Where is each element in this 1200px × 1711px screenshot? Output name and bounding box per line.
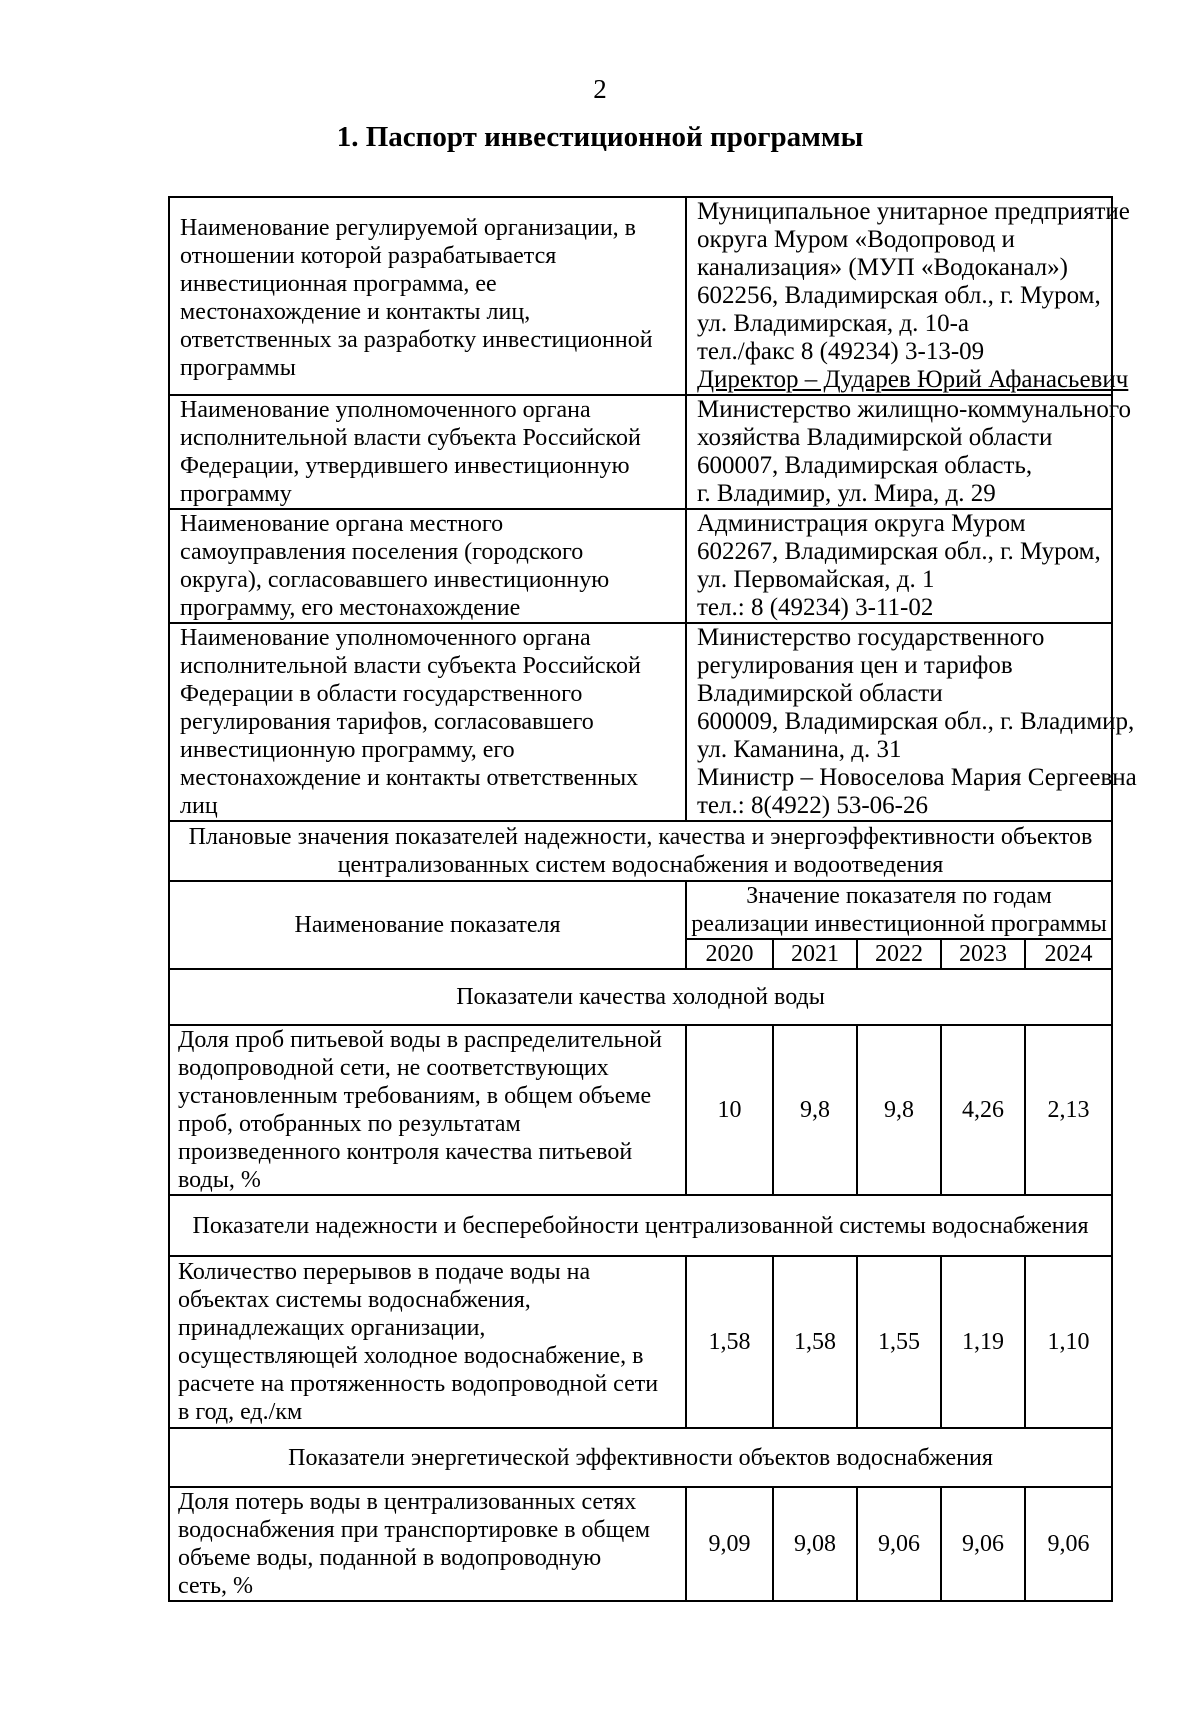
indicator-line: сеть, % <box>178 1573 254 1599</box>
indicator-value-cell: 1,19 <box>941 1256 1025 1428</box>
passport-value-line: Министерство жилищно-коммунального <box>697 396 1131 423</box>
passport-label-line: местонахождение и контакты лиц, <box>180 299 531 325</box>
passport-value-cell <box>686 623 1137 821</box>
plan-header-line: Плановые значения показателей надежности, качества и энергоэффективности объектов <box>188 824 1093 850</box>
passport-label-line: инвестиционную программу, его <box>180 737 515 763</box>
indicator-row <box>169 1025 1112 1195</box>
passport-row-tariff-authority <box>169 623 1112 821</box>
passport-value-line: Директор – Дударев Юрий Афанасьевич <box>697 366 1129 393</box>
passport-label-line: местонахождение и контакты ответственных <box>180 765 639 791</box>
passport-value-line: г. Владимир, ул. Мира, д. 29 <box>697 480 996 507</box>
page-number: 2 <box>593 74 607 104</box>
passport-label-line: ответственных за разработку инвестиционной <box>180 327 653 353</box>
year-cell: 2020 <box>686 939 773 969</box>
plan-header-row <box>169 821 1112 881</box>
passport-label-line: инвестиционная программа, ее <box>180 271 497 297</box>
section-title-row <box>169 969 1112 1025</box>
plan-header-cell <box>169 821 1112 881</box>
indicator-value-cell: 9,06 <box>1025 1487 1112 1601</box>
passport-value-cell <box>686 509 1112 623</box>
passport-label-cell <box>169 197 686 395</box>
passport-label-line: программы <box>180 355 296 381</box>
indicator-line: установленным требованиям, в общем объеме <box>178 1083 652 1109</box>
passport-value-cell <box>686 395 1131 509</box>
year-cell: 2022 <box>857 939 941 969</box>
passport-value-line: тел.: 8(4922) 53-06-26 <box>697 792 928 819</box>
indicator-value-header-line: реализации инвестиционной программы <box>691 911 1107 937</box>
passport-label-cell <box>169 395 686 509</box>
indicator-value-cell: 2,13 <box>1025 1025 1112 1195</box>
indicator-line: водопроводной сети, не соответствующих <box>178 1055 609 1081</box>
passport-label-line: регулирования тарифов, согласовавшего <box>180 709 594 735</box>
passport-value-line: ул. Каманина, д. 31 <box>697 736 902 763</box>
passport-value-line: 602267, Владимирская обл., г. Муром, <box>697 538 1101 565</box>
passport-label-line: Федерации в области государственного <box>180 681 583 707</box>
passport-value-line: Министр – Новоселова Мария Сергеевна <box>697 764 1137 791</box>
passport-label-cell <box>169 509 686 623</box>
indicator-name-cell <box>169 1025 686 1195</box>
passport-label-line: исполнительной власти субъекта Российской <box>180 425 641 451</box>
indicator-value-cell: 9,06 <box>941 1487 1025 1601</box>
indicator-value-header-line: Значение показателя по годам <box>746 883 1052 909</box>
indicator-value-header <box>686 881 1112 939</box>
passport-value-line: хозяйства Владимирской области <box>697 424 1053 451</box>
passport-row-approving-authority <box>169 395 1112 509</box>
indicator-value-cell: 1,10 <box>1025 1256 1112 1428</box>
indicator-value-cell: 10 <box>686 1025 773 1195</box>
passport-value-line: канализация» (МУП «Водоканал») <box>697 254 1068 281</box>
section-title: Показатели надежности и бесперебойности централизованной системы водоснабжения <box>169 1195 1112 1256</box>
passport-label-line: округа), согласовавшего инвестиционную <box>180 567 610 593</box>
passport-label-line: программу <box>180 481 292 507</box>
indicator-row <box>169 1487 1112 1601</box>
passport-row-organization <box>169 197 1112 395</box>
indicator-line: осуществляющей холодное водоснабжение, в <box>178 1343 644 1369</box>
passport-label-line: Наименование регулируемой организации, в <box>180 215 637 241</box>
indicator-value-cell: 4,26 <box>941 1025 1025 1195</box>
year-cell: 2023 <box>941 939 1025 969</box>
indicator-line: в год, ед./км <box>178 1399 303 1425</box>
passport-label-line: Наименование уполномоченного органа <box>180 397 591 423</box>
indicator-value-cell: 9,8 <box>773 1025 857 1195</box>
indicator-value-cell: 9,8 <box>857 1025 941 1195</box>
passport-value-line: округа Муром «Водопровод и <box>697 226 1015 253</box>
year-cell: 2021 <box>773 939 857 969</box>
passport-label-cell <box>169 623 686 821</box>
section-title: Показатели качества холодной воды <box>169 969 1112 1025</box>
indicator-line: принадлежащих организации, <box>178 1315 486 1341</box>
passport-value-line: ул. Первомайская, д. 1 <box>697 566 935 593</box>
passport-label-line: программу, его местонахождение <box>180 595 521 621</box>
indicator-line: расчете на протяженность водопроводной сети <box>178 1371 659 1397</box>
passport-value-line: 600009, Владимирская обл., г. Владимир, <box>697 708 1135 735</box>
passport-label-line: Наименование уполномоченного органа <box>180 625 591 651</box>
passport-label-line: Наименование органа местного <box>180 511 504 537</box>
passport-label-line: лиц <box>180 793 218 819</box>
section-title-row <box>169 1195 1112 1256</box>
passport-value-line: 602256, Владимирская обл., г. Муром, <box>697 282 1101 309</box>
passport-label-line: отношении которой разрабатывается <box>180 243 557 269</box>
indicator-value-cell: 9,09 <box>686 1487 773 1601</box>
passport-row-local-government <box>169 509 1112 623</box>
passport-value-line: Муниципальное унитарное предприятие <box>697 198 1130 225</box>
indicator-line: воды, % <box>178 1167 261 1193</box>
passport-value-line: Министерство государственного <box>697 624 1045 651</box>
passport-label-line: исполнительной власти субъекта Российской <box>180 653 641 679</box>
passport-label-line: Федерации, утвердившего инвестиционную <box>180 453 630 479</box>
indicator-name-cell <box>169 1256 686 1428</box>
page-title: 1. Паспорт инвестиционной программы <box>336 121 864 153</box>
indicator-value-cell: 9,08 <box>773 1487 857 1601</box>
indicator-name-header: Наименование показателя <box>169 881 686 969</box>
passport-value-line: тел.: 8 (49234) 3-11-02 <box>697 594 934 621</box>
indicator-value-cell: 1,55 <box>857 1256 941 1428</box>
investment-program-passport-table <box>168 196 1137 1602</box>
indicator-line: водоснабжения при транспортировке в общем <box>178 1517 651 1543</box>
indicator-value-cell: 9,06 <box>857 1487 941 1601</box>
section-title: Показатели энергетической эффективности объектов водоснабжения <box>169 1428 1112 1487</box>
passport-value-line: Администрация округа Муром <box>697 510 1026 537</box>
year-cell: 2024 <box>1025 939 1112 969</box>
indicator-line: Количество перерывов в подаче воды на <box>178 1259 591 1285</box>
passport-value-line: Владимирской области <box>697 680 943 707</box>
passport-value-line: регулирования цен и тарифов <box>697 652 1013 679</box>
passport-value-line: ул. Владимирская, д. 10-а <box>697 310 970 337</box>
indicator-line: объектах системы водоснабжения, <box>178 1287 531 1313</box>
plan-header-line: централизованных систем водоснабжения и водоотведения <box>337 852 944 878</box>
indicator-line: проб, отобранных по результатам <box>178 1111 521 1137</box>
indicator-line: произведенного контроля качества питьевой <box>178 1139 633 1165</box>
indicator-header-row <box>169 881 1112 939</box>
indicator-line: Доля проб питьевой воды в распределительной <box>178 1027 662 1053</box>
indicator-value-cell: 1,58 <box>773 1256 857 1428</box>
passport-label-line: самоуправления поселения (городского <box>180 539 584 565</box>
section-title-row <box>169 1428 1112 1487</box>
indicator-row <box>169 1256 1112 1428</box>
indicator-line: объеме воды, поданной в водопроводную <box>178 1545 602 1571</box>
indicator-value-cell: 1,58 <box>686 1256 773 1428</box>
indicator-name-cell <box>169 1487 686 1601</box>
passport-value-cell <box>686 197 1130 395</box>
indicator-line: Доля потерь воды в централизованных сетях <box>178 1489 637 1515</box>
passport-value-line: 600007, Владимирская область, <box>697 452 1033 479</box>
passport-value-line: тел./факс 8 (49234) 3-13-09 <box>697 338 985 365</box>
